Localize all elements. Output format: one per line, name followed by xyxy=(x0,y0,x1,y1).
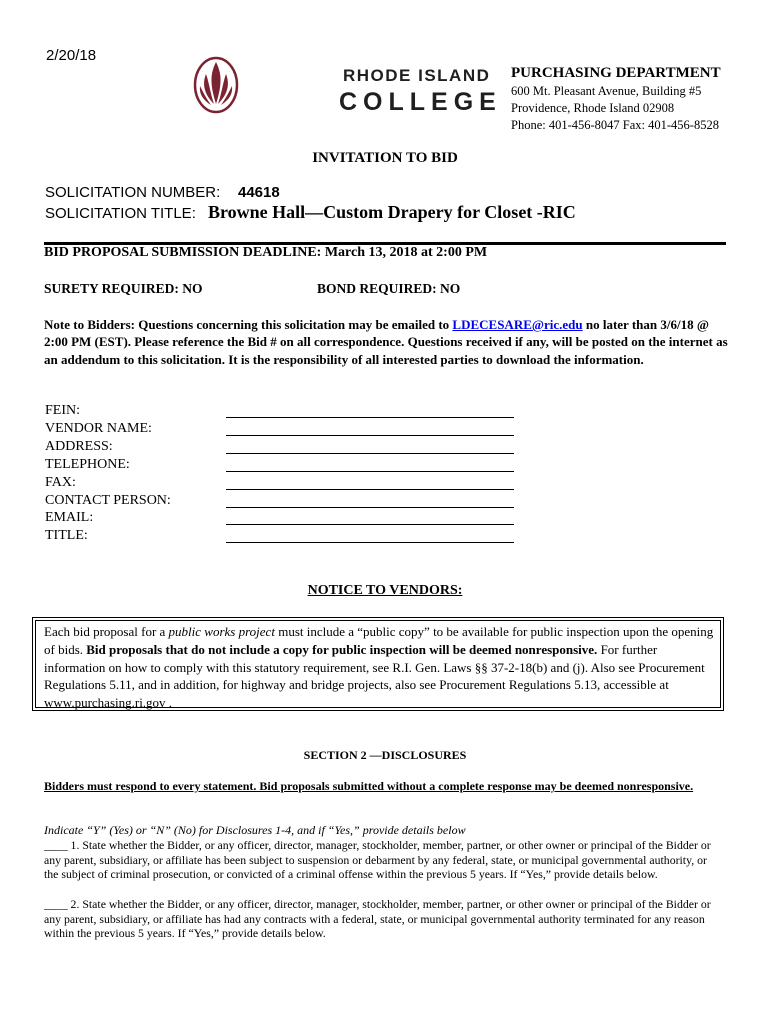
vendor-field-label: TELEPHONE: xyxy=(45,456,130,472)
disclosure-item-2: ____ 2. State whether the Bidder, or any officer, director, manager, stockholder, member, partner, or other owner or principal of the Bidder or any parent, subsidiary, or affiliate has had any contracts with a federal, state, or municipal governmental authority terminated for any reason within the previous 5 years. If “Yes,” provide details below. xyxy=(44,897,711,941)
department-address-line1: 600 Mt. Pleasant Avenue, Building #5 xyxy=(511,84,702,98)
department-address-line2: Providence, Rhode Island 02908 xyxy=(511,101,675,115)
solicitation-title-value: Browne Hall—Custom Drapery for Closet -RIC xyxy=(208,202,576,222)
invitation-title: INVITATION TO BID xyxy=(312,150,458,166)
vendor-field-label: EMAIL: xyxy=(45,510,94,526)
vendor-field-label: FAX: xyxy=(45,474,76,490)
department-phone-fax: Phone: 401-456-8047 Fax: 401-456-8528 xyxy=(511,118,719,132)
note-to-bidders xyxy=(44,316,728,368)
notice-to-vendors-title: NOTICE TO VENDORS: xyxy=(307,583,463,598)
submission-deadline xyxy=(44,245,487,261)
notice-text-part2: must include a “public copy” to be available for public inspection upon the opening of bids. xyxy=(44,624,714,657)
surety-required: SURETY REQUIRED: NO xyxy=(44,281,203,296)
vendor-field-blank-line[interactable] xyxy=(226,542,514,543)
vendor-field-blank-line[interactable] xyxy=(226,471,514,472)
college-logo-flame-icon xyxy=(193,52,239,114)
vendor-field-label: VENDOR NAME: xyxy=(45,420,152,436)
solicitation-title-label: SOLICITATION TITLE: xyxy=(45,205,196,222)
vendor-field-blank-line[interactable] xyxy=(226,524,514,525)
vendor-field-label: FEIN: xyxy=(45,403,80,418)
department-title: PURCHASING DEPARTMENT xyxy=(511,65,721,81)
notice-text-part3: For further information on how to comply with this statutory requirement, see R.I. Gen. Laws §§ 37-2-18(b) and (j). Also see Procurement Regulations 5.11, and in addition, for highway and bridge projects, also see Procurement Regulations 5.13, accessible at www.purchasing.ri.gov . xyxy=(44,641,705,711)
section2-indicate-instruction: Indicate “Y” (Yes) or “N” (No) for Disclosures 1-4, and if “Yes,” provide details below xyxy=(44,823,466,837)
notice-to-vendors-text xyxy=(44,623,716,712)
note-text-end: no later than 3/6/18 @ 2:00 PM (EST). Please reference the Bid # on all correspondence. Questions received if any, will be posted on the internet as an addendum to this solicitation. It is the responsibility of all interested parties to download the information. xyxy=(44,317,728,367)
vendor-field-label: ADDRESS: xyxy=(45,438,113,454)
vendor-field-blank-line[interactable] xyxy=(226,453,514,454)
vendor-field-blank-line[interactable] xyxy=(226,417,514,418)
vendor-field-blank-line[interactable] xyxy=(226,435,514,436)
note-text-start: Note to Bidders: Questions concerning this solicitation may be emailed to xyxy=(44,317,453,332)
solicitation-number-label: SOLICITATION NUMBER: xyxy=(45,184,221,201)
vendor-field-label: TITLE: xyxy=(45,528,88,544)
deadline-label: BID PROPOSAL SUBMISSION DEADLINE xyxy=(44,245,317,260)
vendor-field-blank-line[interactable] xyxy=(226,507,514,508)
vendor-field-label: CONTACT PERSON: xyxy=(45,492,171,508)
logo-text-college: COLLEGE xyxy=(339,88,502,116)
section2-title: SECTION 2 —DISCLOSURES xyxy=(303,748,467,762)
logo-text-rhode-island: RHODE ISLAND xyxy=(343,66,491,85)
solicitation-number-value: 44618 xyxy=(238,184,280,201)
document-date: 2/20/18 xyxy=(46,47,97,64)
notice-text-italic: public works project xyxy=(168,624,275,639)
disclosure-item-1: ____ 1. State whether the Bidder, or any officer, director, manager, stockholder, member, partner, or other owner or principal of the Bidder or any parent, subsidiary, or affiliate has been subject to suspension or debarment by any federal, state, or municipal governmental authority, or the subject of criminal prosecution, or convicted of a criminal offense within the previous 5 years. If “Yes,” provide details below. xyxy=(44,838,711,882)
vendor-field-blank-line[interactable] xyxy=(226,489,514,490)
section2-respond-instruction: Bidders must respond to every statement. Bid proposals submitted without a complete response may be deemed nonresponsive. xyxy=(44,779,694,793)
bond-required: BOND REQUIRED: NO xyxy=(317,281,461,296)
notice-text-part1: Each bid proposal for a xyxy=(44,624,169,639)
contact-email-link[interactable]: LDECESARE@ric.edu xyxy=(452,317,583,332)
deadline-value: : March 13, 2018 at 2:00 PM xyxy=(316,245,488,260)
notice-text-bold: Bid proposals that do not include a copy for public inspection will be deemed nonresponsive. xyxy=(86,641,598,657)
